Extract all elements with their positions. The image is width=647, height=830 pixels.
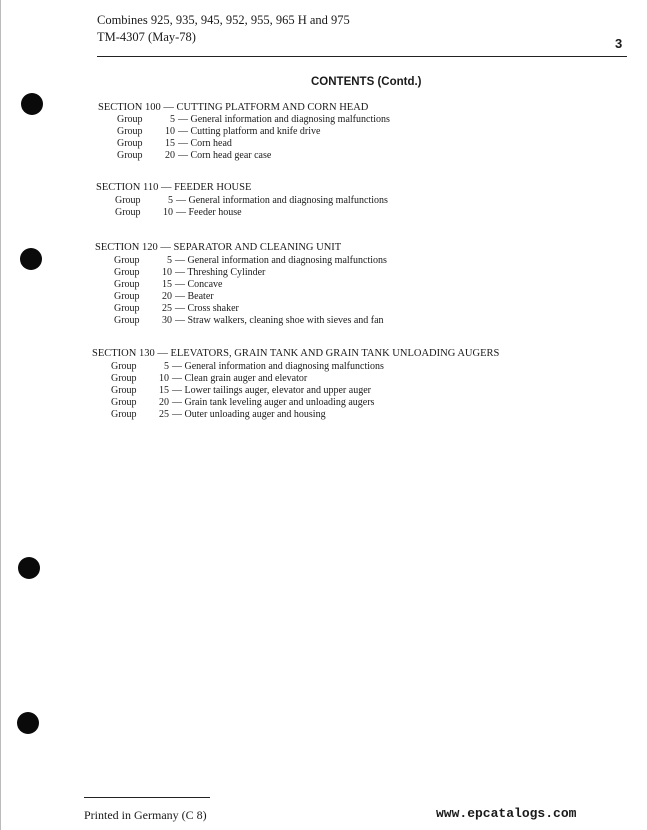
group-row	[114, 291, 214, 302]
group-label: Group	[114, 303, 140, 314]
group-label: Group	[111, 373, 137, 384]
group-label: Group	[114, 279, 140, 290]
group-number: 25	[162, 303, 172, 314]
group-text: — Outer unloading auger and housing	[172, 409, 326, 420]
section-title: SECTION 110 — FEEDER HOUSE	[96, 182, 252, 193]
group-number: 15	[162, 279, 172, 290]
group-number: 30	[162, 315, 172, 326]
group-number: 5	[164, 361, 169, 372]
group-row	[117, 126, 320, 137]
group-label: Group	[111, 385, 137, 396]
group-number: 20	[165, 150, 175, 161]
group-number: 5	[168, 195, 173, 206]
section-title: SECTION 120 — SEPARATOR AND CLEANING UNIT	[95, 242, 342, 253]
section-title: SECTION 130 — ELEVATORS, GRAIN TANK AND GRAIN TANK UNLOADING AUGERS	[92, 348, 500, 359]
group-number: 10	[159, 373, 169, 384]
punch-hole	[17, 712, 39, 734]
group-row	[114, 279, 223, 290]
group-row	[114, 303, 239, 314]
group-text: — Clean grain auger and elevator	[172, 373, 308, 384]
group-number: 10	[162, 267, 172, 278]
group-text: — Corn head	[178, 138, 232, 149]
group-label: Group	[114, 291, 140, 302]
header-title: Combines 925, 935, 945, 952, 955, 965 H and 975	[97, 13, 350, 27]
group-text: — Concave	[175, 279, 223, 290]
footer-rule	[84, 797, 210, 798]
header-rule	[97, 56, 627, 57]
group-row	[117, 138, 232, 149]
group-label: Group	[111, 409, 137, 420]
group-label: Group	[111, 361, 137, 372]
group-label: Group	[117, 138, 143, 149]
group-number: 25	[159, 409, 169, 420]
group-row	[115, 195, 388, 206]
group-row	[111, 385, 371, 396]
group-label: Group	[117, 126, 143, 137]
page-number: 3	[615, 36, 623, 51]
group-label: Group	[117, 114, 143, 125]
group-row	[117, 150, 271, 161]
group-label: Group	[114, 267, 140, 278]
punch-hole	[20, 248, 42, 270]
group-row	[114, 267, 265, 278]
group-number: 15	[159, 385, 169, 396]
group-label: Group	[114, 315, 140, 326]
section-title: SECTION 100 — CUTTING PLATFORM AND CORN HEAD	[98, 102, 369, 113]
watermark-link[interactable]: www.epcatalogs.com	[436, 806, 577, 821]
page-edge	[0, 0, 1, 830]
header-doc-id: TM-4307 (May-78)	[97, 30, 196, 44]
group-text: — General information and diagnosing malfunctions	[178, 114, 390, 125]
group-text: — Grain tank leveling auger and unloading augers	[172, 397, 375, 408]
group-number: 10	[163, 207, 173, 218]
group-text: — Corn head gear case	[178, 150, 272, 161]
group-text: — Threshing Cylinder	[175, 267, 266, 278]
group-label: Group	[111, 397, 137, 408]
group-text: — Cross shaker	[175, 303, 239, 314]
group-label: Group	[114, 255, 140, 266]
group-number: 5	[170, 114, 175, 125]
group-row	[111, 373, 307, 384]
group-number: 20	[162, 291, 172, 302]
group-row	[114, 315, 384, 326]
group-text: — Lower tailings auger, elevator and upper auger	[172, 385, 371, 396]
group-label: Group	[115, 207, 141, 218]
group-text: — General information and diagnosing malfunctions	[175, 255, 387, 266]
group-row	[115, 207, 242, 218]
group-text: — Beater	[175, 291, 214, 302]
printed-note: Printed in Germany (C 8)	[84, 808, 207, 822]
punch-hole	[21, 93, 43, 115]
group-text: — Straw walkers, cleaning shoe with sieves and fan	[175, 315, 384, 326]
group-text: — Cutting platform and knife drive	[178, 126, 321, 137]
group-row	[111, 409, 326, 420]
group-number: 10	[165, 126, 175, 137]
punch-hole	[18, 557, 40, 579]
group-text: — General information and diagnosing malfunctions	[176, 195, 388, 206]
group-row	[111, 361, 384, 372]
group-label: Group	[117, 150, 143, 161]
contents-title: CONTENTS (Contd.)	[311, 76, 422, 88]
group-text: — General information and diagnosing malfunctions	[172, 361, 384, 372]
group-label: Group	[115, 195, 141, 206]
group-number: 20	[159, 397, 169, 408]
group-row	[111, 397, 374, 408]
group-number: 5	[167, 255, 172, 266]
group-number: 15	[165, 138, 175, 149]
group-row	[117, 114, 390, 125]
group-row	[114, 255, 387, 266]
group-text: — Feeder house	[176, 207, 242, 218]
